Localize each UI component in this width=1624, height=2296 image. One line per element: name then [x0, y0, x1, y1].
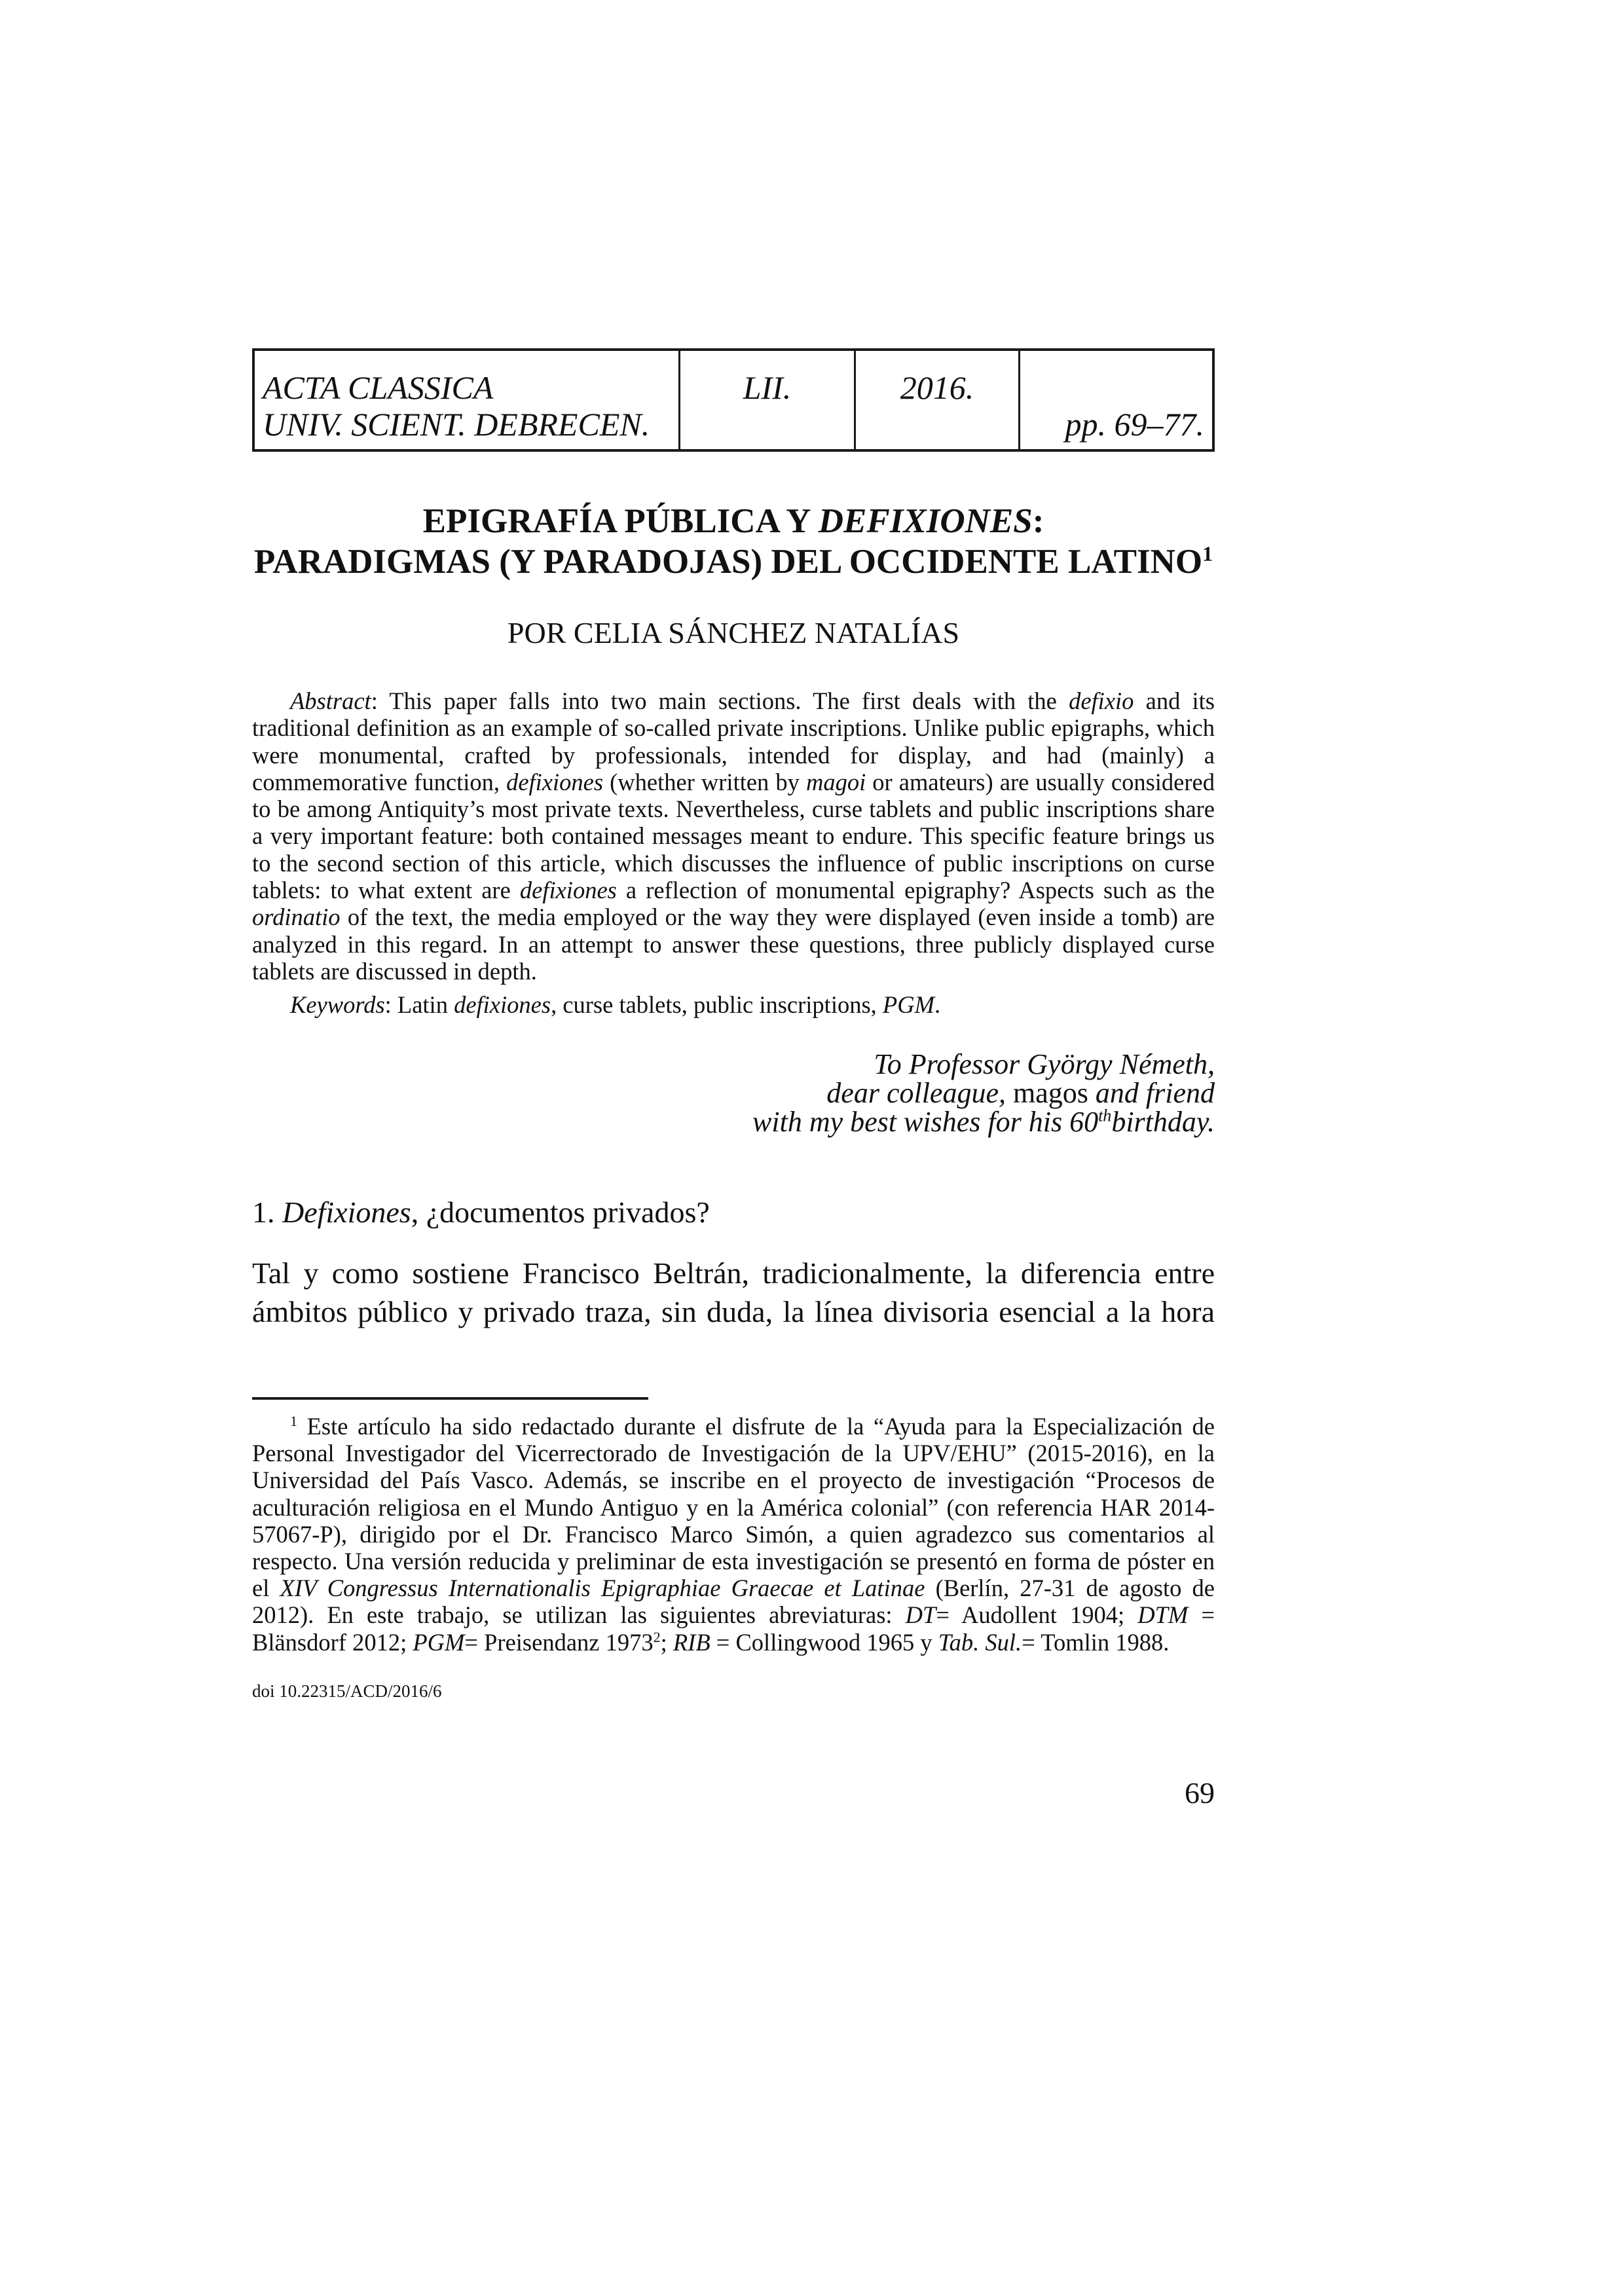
title-line-1: [252, 501, 1215, 541]
journal-header-table: [252, 348, 1215, 452]
abstract-italic-term: defixio: [1069, 687, 1134, 714]
abstract-text: a reflection of monumental epigraphy? Aspects such as the: [616, 877, 1215, 904]
article-title: [252, 501, 1215, 582]
section-heading: [252, 1195, 710, 1230]
abstract-text: or amateurs) are usually considered to be among Antiquity’s most private texts. Nevertheless, curse tablets and public inscriptions share a very important feature: both contained messages meant to endure. This specific feature brings us to the second section of this article, which discusses the influence of public inscriptions on curse tablets: to what extent are: [252, 768, 1215, 904]
dedication: [560, 1050, 1215, 1137]
pages-cell: [1018, 351, 1212, 449]
dedication-line-3: [560, 1108, 1215, 1137]
page-number: 69: [1185, 1776, 1215, 1810]
dedication-line-2: [560, 1079, 1215, 1108]
title-line2-text: PARADIGMAS (Y PARADOJAS) DEL OCCIDENTE LATINO: [253, 543, 1203, 581]
paper-page: [252, 0, 1215, 2296]
dedication-text: and friend: [1088, 1077, 1215, 1109]
year-cell: [854, 351, 1018, 449]
footnote-abbrev: Tab. Sul.: [938, 1628, 1022, 1656]
footnote-text: ;: [660, 1628, 673, 1656]
section-number: 1.: [252, 1195, 282, 1229]
abstract-text: (whether written by: [603, 768, 806, 795]
footnote-abbrev: DTM: [1137, 1601, 1189, 1629]
footnote-abbrev: RIB: [673, 1628, 710, 1656]
keywords-text: .: [934, 991, 941, 1018]
dedication-upright-word: magos: [1013, 1077, 1088, 1109]
abstract-text: of the text, the media employed or the way they were displayed (even inside a tomb) are analyzed in this regard. In an attempt to answer these questions, three publicly displayed curse tablets are discussed in depth.: [252, 903, 1215, 985]
keywords: [252, 991, 1215, 1018]
title-line1-text: EPIGRAFÍA PÚBLICA Y: [422, 502, 819, 540]
keywords-label: Keywords: [290, 991, 385, 1018]
title-line-2: [252, 541, 1215, 582]
abstract-text: : This paper falls into two main sections. The first deals with the: [371, 687, 1069, 714]
dedication-line-1: To Professor György Németh,: [874, 1048, 1215, 1080]
page-range: pp. 69–77.: [1065, 406, 1204, 443]
keywords-italic-term: defixiones: [454, 991, 551, 1018]
footnote-ref-1[interactable]: 1: [1202, 541, 1213, 566]
title-line1-italic: DEFIXIONES: [818, 502, 1033, 540]
author-byline: POR CELIA SÁNCHEZ NATALÍAS: [507, 616, 960, 649]
keywords-text: , curse tablets, public inscriptions,: [551, 991, 883, 1018]
footnote-abbrev: PGM: [413, 1628, 465, 1656]
keywords-italic-term: PGM: [882, 991, 934, 1018]
abstract-italic-term: defixiones: [506, 768, 604, 795]
footnote-italic-term: XIV Congressus Internationalis Epigraphiae Graecae et Latinae: [280, 1575, 925, 1602]
abstract-italic-term: defixiones: [519, 877, 617, 904]
abstract-text: and its traditional definition as an example of so-called private inscriptions. Unlike public epigraphs, which were monumental, crafted by professionals, intended for display, and had (mainly) a commemorative function,: [252, 687, 1215, 795]
journal-name-line2: UNIV. SCIENT. DEBRECEN.: [263, 406, 650, 443]
volume-cell: [678, 351, 854, 449]
abstract: [252, 687, 1215, 985]
body-paragraph: Tal y como sostiene Francisco Beltrán, tradicionalmente, la diferencia entre ámbitos público y privado traza, sin duda, la línea divisoria esencial a la hora: [252, 1256, 1215, 1328]
doi-identifier[interactable]: doi 10.22315/ACD/2016/6: [252, 1681, 442, 1701]
footnote-text: Este artículo ha sido redactado durante el disfrute de la “Ayuda para la Especialización de Personal Investigador del Vicerrectorado de Investigación de la UPV/EHU” (2015-2016), en la Universidad del País Vasco. Además, se inscribe en el proyecto de investigación “Procesos de aculturación religiosa en el Mundo Antiguo y en la América colonial” (con referencia HAR 2014-57067-P), dirigido por el Dr. Francisco Marco Simón, a quien agradezco sus comentarios al respecto. Una versión reducida y preliminar de esta investigación se presentó en forma de póster en el: [252, 1413, 1215, 1602]
footnote-text: (Berlín, 27-31 de agosto de 2012). En este trabajo, se utilizan las siguientes abreviaturas:: [252, 1575, 1215, 1629]
dedication-text: with my best wishes for his 60: [752, 1106, 1099, 1138]
dedication-text: birthday.: [1111, 1106, 1215, 1138]
footnote-1: [252, 1413, 1215, 1656]
footnote-divider: [252, 1397, 648, 1400]
journal-name-cell: [255, 351, 678, 449]
title-line1-colon: :: [1032, 502, 1044, 540]
volume-number: LII.: [743, 369, 792, 406]
dedication-text: dear colleague,: [826, 1077, 1013, 1109]
footnote-marker: 1: [290, 1412, 297, 1429]
footnote-text: = Preisendanz 1973: [464, 1628, 654, 1656]
publication-year: 2016.: [900, 369, 974, 406]
footnote-text: = Collingwood 1965 y: [710, 1628, 938, 1656]
section-italic-title: Defixiones: [282, 1195, 411, 1229]
footnote-text: = Tomlin 1988.: [1022, 1628, 1170, 1656]
keywords-text: : Latin: [384, 991, 454, 1018]
abstract-label: Abstract: [290, 687, 371, 714]
edition-superscript: 2: [653, 1628, 661, 1645]
footnote-abbrev: DT: [905, 1601, 936, 1629]
abstract-italic-term: ordinatio: [252, 903, 341, 931]
footnote-text: = Blänsdorf 2012;: [252, 1601, 1215, 1656]
journal-name-line1: ACTA CLASSICA: [263, 369, 494, 406]
section-title-rest: , ¿documentos privados?: [411, 1195, 710, 1229]
footnote-text: = Audollent 1904;: [936, 1601, 1138, 1629]
ordinal-suffix: th: [1098, 1106, 1112, 1125]
abstract-italic-term: magoi: [805, 768, 866, 795]
